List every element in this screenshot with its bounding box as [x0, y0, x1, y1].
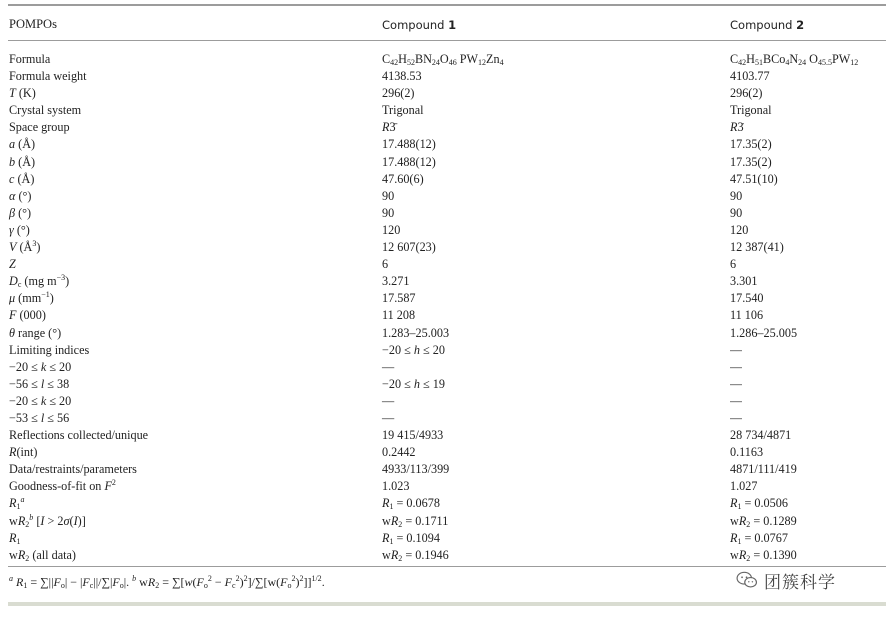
row-label: −56 ≤ l ≤ 38	[9, 376, 70, 391]
table-row	[0, 273, 894, 290]
table-row	[0, 427, 894, 444]
compound-1-value: —	[382, 359, 395, 374]
table-row	[0, 530, 894, 547]
table-row	[0, 136, 894, 153]
compound-2-value: $R_1 = 0.0506$	[730, 496, 788, 512]
table-row	[0, 290, 894, 307]
table-row	[0, 51, 894, 68]
row-label: $wR_2$ (all data)	[9, 547, 76, 563]
row-label: $R_1^a$	[9, 495, 25, 512]
compound-2-value: —	[730, 393, 743, 408]
page-bottom-band	[8, 602, 886, 606]
table-row	[0, 68, 894, 85]
wechat-icon	[736, 571, 758, 589]
header-compound-1: Compound 1	[382, 18, 457, 32]
table-row	[0, 461, 894, 478]
compound-2-value: —	[730, 342, 743, 357]
header-rule	[8, 40, 886, 41]
row-label: V $(Å^3)$	[9, 239, 41, 255]
compound-1-value: $wR_2 = 0.1946$	[382, 547, 449, 563]
compound-2-value: 90	[730, 205, 743, 220]
row-label: $R_1$	[9, 530, 21, 546]
compound-1-value: 6	[382, 257, 389, 272]
compound-1-value: $C_{42}H_{52}BN_{24}O_{46}$ $PW_{12}Zn_4$	[382, 52, 504, 67]
compound-1-value: —	[382, 393, 395, 408]
compound-1-value: 17.587	[382, 291, 416, 306]
table-row	[0, 547, 894, 564]
compound-1-value: 4138.53	[382, 69, 422, 84]
row-label: a (Å)	[9, 137, 36, 152]
compound-2-value: —	[730, 359, 743, 374]
table-row	[0, 376, 894, 393]
table-row	[0, 325, 894, 342]
row-label: −53 ≤ l ≤ 56	[9, 410, 70, 425]
compound-2-value: 11 106	[730, 308, 764, 323]
table-row	[0, 154, 894, 171]
row-label: Limiting indices	[9, 342, 90, 357]
compound-2-value: 0.1163	[730, 445, 764, 460]
compound-1-value: 11 208	[382, 308, 416, 323]
table-row	[0, 410, 894, 427]
row-label: $wR_2^b$ [I > 2σ(I)]	[9, 512, 86, 529]
header-compound-2: Compound 2	[730, 18, 805, 32]
compound-1-value: —	[382, 410, 395, 425]
table-row	[0, 188, 894, 205]
compound-1-value: −20 ≤ h ≤ 20	[382, 342, 445, 357]
compound-2-value: 4103.77	[730, 69, 770, 84]
row-label: −20 ≤ k ≤ 20	[9, 393, 72, 408]
compound-1-value: 0.2442	[382, 445, 416, 460]
row-label: μ $(mm^{-1})$	[9, 290, 54, 306]
compound-1-value: Trigonal	[382, 103, 424, 118]
compound-1-value: 19 415/4933	[382, 428, 444, 443]
row-label: θ range (°)	[9, 325, 62, 340]
compound-1-value: −20 ≤ h ≤ 19	[382, 376, 445, 391]
row-label: b (Å)	[9, 154, 36, 169]
compound-2-value: 1.027	[730, 479, 758, 494]
table-row	[0, 171, 894, 188]
watermark-text: 团簇科学	[764, 572, 836, 593]
compound-2-value: 296(2)	[730, 86, 763, 101]
table-row	[0, 85, 894, 102]
row-label: β (°)	[9, 205, 32, 220]
compound-1-value: 90	[382, 205, 395, 220]
row-label: Crystal system	[9, 103, 82, 118]
row-label: Formula	[9, 52, 51, 66]
compound-1-value: 47.60(6)	[382, 171, 424, 186]
table-row	[0, 513, 894, 530]
row-label: Reflections collected/unique	[9, 428, 149, 443]
header-pompos: POMPOs	[9, 17, 57, 31]
compound-2-value: 17.35(2)	[730, 137, 772, 152]
compound-2-value: 28 734/4871	[730, 428, 792, 443]
table-row	[0, 495, 894, 512]
compound-2-value: 4871/111/419	[730, 462, 797, 477]
compound-2-value: 12 387(41)	[730, 240, 784, 255]
compound-2-value: —	[730, 376, 743, 391]
compound-1-value: 1.023	[382, 479, 410, 494]
row-label: Data/restraints/parameters	[9, 462, 137, 477]
table-row	[0, 478, 894, 495]
compound-2-value: 120	[730, 222, 749, 237]
compound-2-value: $wR_2 = 0.1289$	[730, 513, 797, 529]
compound-2-value: $R_1 = 0.0767$	[730, 530, 788, 546]
row-label: Space group	[9, 120, 70, 135]
compound-1-value: 90	[382, 188, 395, 203]
compound-2-value: Trigonal	[730, 103, 772, 118]
row-label: Z	[9, 257, 16, 272]
row-label: Formula weight	[9, 69, 87, 84]
compound-1-value: $wR_2 = 0.1711$	[382, 513, 449, 529]
table-row	[0, 307, 894, 324]
table-top-rule	[8, 4, 886, 6]
table-row	[0, 393, 894, 410]
table-row	[0, 205, 894, 222]
compound-1-value: R3̄	[382, 120, 396, 135]
compound-1-value: 296(2)	[382, 86, 415, 101]
row-label: c (Å)	[9, 171, 35, 186]
compound-2-value: —	[730, 410, 743, 425]
compound-2-value: 3.301	[730, 274, 758, 289]
row-label: −20 ≤ k ≤ 20	[9, 359, 72, 374]
compound-1-value: 3.271	[382, 274, 410, 289]
compound-2-value: 17.540	[730, 291, 764, 306]
table-row	[0, 256, 894, 273]
table-row	[0, 239, 894, 256]
table-row	[0, 119, 894, 136]
table-row	[0, 102, 894, 119]
compound-1-value: $R_1 = 0.1094$	[382, 530, 440, 546]
compound-2-value: 17.35(2)	[730, 154, 772, 169]
row-label: Goodness-of-fit on $F^2$	[9, 478, 116, 494]
row-label: α (°)	[9, 188, 32, 203]
row-label: R(int)	[9, 445, 38, 460]
compound-1-value: 12 607(23)	[382, 240, 436, 255]
compound-2-value: 1.286–25.005	[730, 325, 798, 340]
table-row	[0, 444, 894, 461]
row-label: $D_c$ (mg $m^{-3}$)	[9, 273, 70, 290]
compound-1-value: 120	[382, 222, 401, 237]
table-row	[0, 342, 894, 359]
row-label: γ (°)	[9, 222, 30, 237]
compound-2-value: $C_{42}H_{51}BCo_4N_{24}$ $O_{45.5}PW_{12}$	[730, 52, 859, 67]
compound-1-value: 17.488(12)	[382, 154, 436, 169]
table-footnote: $^a$ $R_1 = \sum||F_o| - |F_c||/\sum|F_o|$. $^b$ $wR_2 = \sum[w(F_o^2 - F_c^2)^2]/\sum[w(F_o^2)^2]]^{1/2}$.	[9, 574, 325, 590]
compound-2-value: 47.51(10)	[730, 171, 778, 186]
table-row	[0, 222, 894, 239]
compound-1-value: $R_1 = 0.0678$	[382, 496, 440, 512]
table-end-rule	[8, 566, 886, 567]
compound-2-value: 6	[730, 257, 737, 272]
compound-1-value: 1.283–25.003	[382, 325, 450, 340]
table-row	[0, 359, 894, 376]
compound-2-value: 90	[730, 188, 743, 203]
row-label: F (000)	[9, 308, 46, 323]
compound-2-value: $wR_2 = 0.1390$	[730, 547, 797, 563]
table-body	[0, 51, 894, 564]
compound-1-value: 4933/113/399	[382, 462, 450, 477]
watermark	[736, 568, 836, 592]
compound-1-value: 17.488(12)	[382, 137, 436, 152]
row-label: T (K)	[9, 86, 36, 101]
compound-2-value: R3̄	[730, 120, 744, 135]
